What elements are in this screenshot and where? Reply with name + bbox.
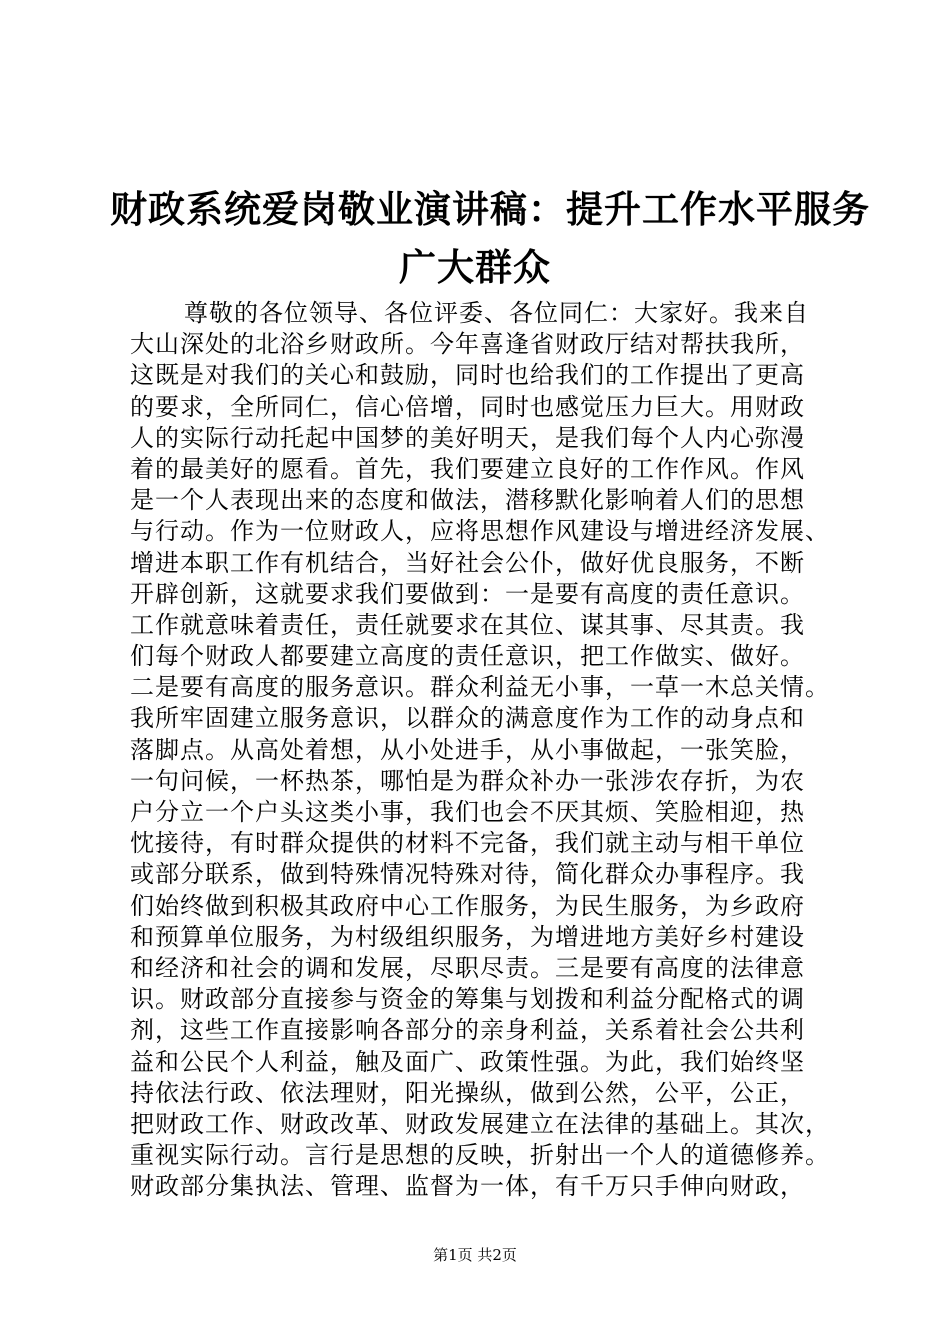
body-line: 的要求，全所同仁，信心倍增，同时也感觉压力巨大。用财政 [130,392,805,421]
body-line: 和预算单位服务，为村级组织服务，为增进地方美好乡村建设 [130,922,805,951]
body-line: 和经济和社会的调和发展，尽职尽责。三是要有高度的法律意 [130,953,805,982]
body-line: 我所牢固建立服务意识，以群众的满意度作为工作的动身点和 [130,704,805,733]
body-line: 把财政工作、财政改革、财政发展建立在法律的基础上。其次， [130,1109,830,1138]
body-line: 是一个人表现出来的态度和做法，潜移默化影响着人们的思想 [130,486,805,515]
body-line: 二是要有高度的服务意识。群众利益无小事，一草一木总关情。 [130,673,830,702]
body-line: 开辟创新，这就要求我们要做到：一是要有高度的责任意识。 [130,579,805,608]
body-line: 增进本职工作有机结合，当好社会公仆，做好优良服务，不断 [130,548,805,577]
body-line: 这既是对我们的关心和鼓励，同时也给我们的工作提出了更高 [130,361,805,390]
document-title-line-2: 广大群众 [399,246,551,289]
body-line: 们始终做到积极其政府中心工作服务，为民生服务，为乡政府 [130,891,805,920]
body-line: 重视实际行动。言行是思想的反映，折射出一个人的道德修养。 [130,1141,830,1170]
document-title-line-1: 财政系统爱岗敬业演讲稿：提升工作水平服务 [110,188,870,231]
body-line: 户分立一个户头这类小事，我们也会不厌其烦、笑脸相迎，热 [130,798,805,826]
body-line: 着的最美好的愿看。首先，我们要建立良好的工作作风。作风 [130,454,805,483]
body-line: 识。财政部分直接参与资金的筹集与划拨和利益分配格式的调 [130,985,805,1014]
body-line: 忱接待，有时群众提供的材料不完备，我们就主动与相干单位 [130,829,805,858]
body-line: 工作就意味着责任，责任就要求在其位、谋其事、尽其责。我 [130,610,805,639]
body-line: 落脚点。从高处着想，从小处进手，从小事做起，一张笑脸， [130,735,805,764]
body-line: 人的实际行动托起中国梦的美好明天，是我们每个人内心弥漫 [130,423,805,452]
body-line: 尊敬的各位领导、各位评委、各位同仁：大家好。我来自 [184,299,809,327]
body-line: 或部分联系，做到特殊情况特殊对待，简化群众办事程序。我 [130,860,805,889]
body-line: 财政部分集执法、管理、监督为一体，有千万只手伸向财政， [130,1172,805,1201]
body-line: 与行动。作为一位财政人，应将思想作风建设与增进经济发展、 [130,517,830,546]
body-line: 剂，这些工作直接影响各部分的亲身利益，关系着社会公共利 [130,1016,805,1045]
body-line: 益和公民个人利益，触及面广、政策性强。为此，我们始终坚 [130,1047,805,1076]
body-line: 持依法行政、依法理财，阳光操纵，做到公然，公平，公正， [130,1078,805,1107]
page-footer: 第1页 共2页 [433,1246,517,1264]
document-body [130,298,830,1202]
body-line: 们每个财政人都要建立高度的责任意识，把工作做实、做好。 [130,642,805,671]
body-line: 一句问候，一杯热茶，哪怕是为群众补办一张涉农存折，为农 [130,766,805,795]
body-line: 大山深处的北浴乡财政所。今年喜逢省财政厅结对帮扶我所， [130,330,805,359]
